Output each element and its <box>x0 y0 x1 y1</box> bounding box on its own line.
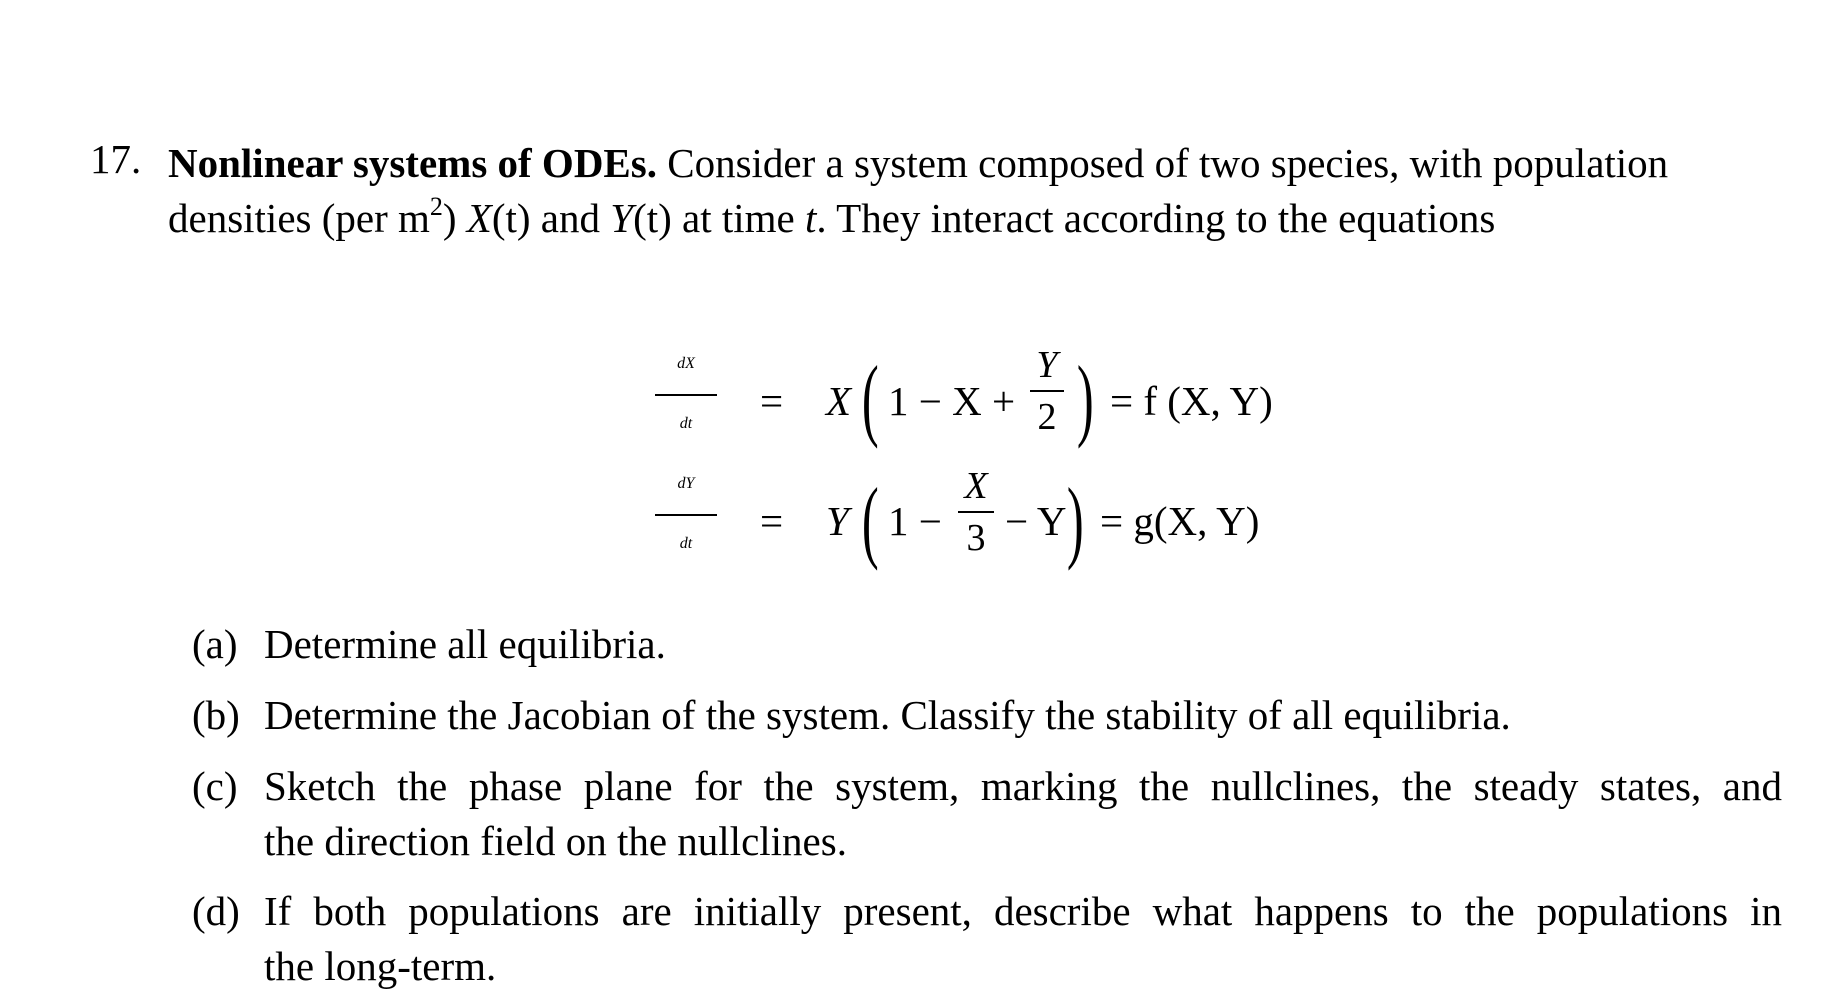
item-label: (a) <box>192 621 238 667</box>
eq2-inner-b: − Y <box>1005 498 1067 544</box>
problem-statement <box>168 136 1768 246</box>
eq2-open-paren: ( <box>861 469 879 571</box>
eq1-inner: 1 − X + <box>888 378 1016 424</box>
item-body <box>264 617 1782 672</box>
problem-title: Nonlinear systems of ODEs. <box>168 140 657 186</box>
eq2-rhs: = g(X, Y) <box>1100 498 1260 544</box>
item-text-line-1: Sketch the phase plane for the system, marking the nullclines, the steady states, and <box>264 763 1782 809</box>
eq2-lhs-numerator: dY <box>677 475 695 492</box>
eq2-frac-numerator: X <box>964 465 988 507</box>
eq2-lhs-fraction <box>655 462 717 566</box>
item-label: (c) <box>192 763 238 809</box>
eq2-frac-bar <box>958 511 994 513</box>
var-t-2: (t) <box>633 195 672 241</box>
item-body <box>264 759 1782 869</box>
eq1-frac-denominator: 2 <box>1037 396 1057 438</box>
eq1-inner-fraction <box>1030 345 1064 437</box>
item-text-line-1: Determine all equilibria. <box>264 621 666 667</box>
eq2-close-paren: ) <box>1066 469 1084 571</box>
eq1-lhs-bar <box>655 394 717 396</box>
var-X: X <box>466 195 492 241</box>
problem-line-2 <box>168 191 1768 246</box>
eq1-factor: X <box>826 378 852 424</box>
var-t: t <box>804 195 817 241</box>
intro-and: and <box>530 195 611 241</box>
item-body <box>264 688 1782 743</box>
eq1-equals: = <box>760 378 784 424</box>
problem-intro-rest: Consider a system composed of two species, with population <box>667 140 1669 186</box>
eq1-open-paren: ( <box>861 347 879 449</box>
eq2-inner-fraction <box>958 466 994 558</box>
item-label: (b) <box>192 692 240 738</box>
eq1-rhs: = f (X, Y) <box>1110 378 1273 424</box>
intro-densities: densities (per m <box>168 195 430 241</box>
var-Y: Y <box>610 195 634 241</box>
item-label: (d) <box>192 888 240 934</box>
problem-line-1 <box>168 136 1768 191</box>
item-text-line-1: Determine the Jacobian of the system. Classify the stability of all equilibria. <box>264 692 1511 738</box>
item-text-line-1: If both populations are initially present, describe what happens to the populations in <box>264 888 1782 934</box>
eq2-equals: = <box>760 498 784 544</box>
eq2-inner-a: 1 − <box>888 498 942 544</box>
superscript-2: 2 <box>429 192 443 221</box>
eq1-lhs-fraction <box>655 342 717 446</box>
intro-close-paren: ) <box>442 195 467 241</box>
item-text-line-2: the direction field on the nullclines. <box>264 818 847 864</box>
eq1-lhs-denominator: dt <box>679 415 693 432</box>
eq1-frac-numerator: Y <box>1036 344 1058 386</box>
eq2-lhs-denominator: dt <box>679 535 693 552</box>
intro-at-time: at time <box>671 195 805 241</box>
eq2-frac-denominator: 3 <box>966 517 986 559</box>
intro-end: . They interact according to the equations <box>816 195 1496 241</box>
eq2-factor: Y <box>826 498 849 544</box>
item-text-line-2: the long-term. <box>264 943 497 989</box>
eq1-lhs-numerator: dX <box>677 355 695 372</box>
var-t-1: (t) <box>491 195 531 241</box>
item-body <box>264 884 1782 994</box>
eq1-frac-bar <box>1030 390 1064 392</box>
problem-number: 17. <box>90 136 142 182</box>
eq2-lhs-bar <box>655 514 717 516</box>
eq1-close-paren: ) <box>1076 347 1094 449</box>
